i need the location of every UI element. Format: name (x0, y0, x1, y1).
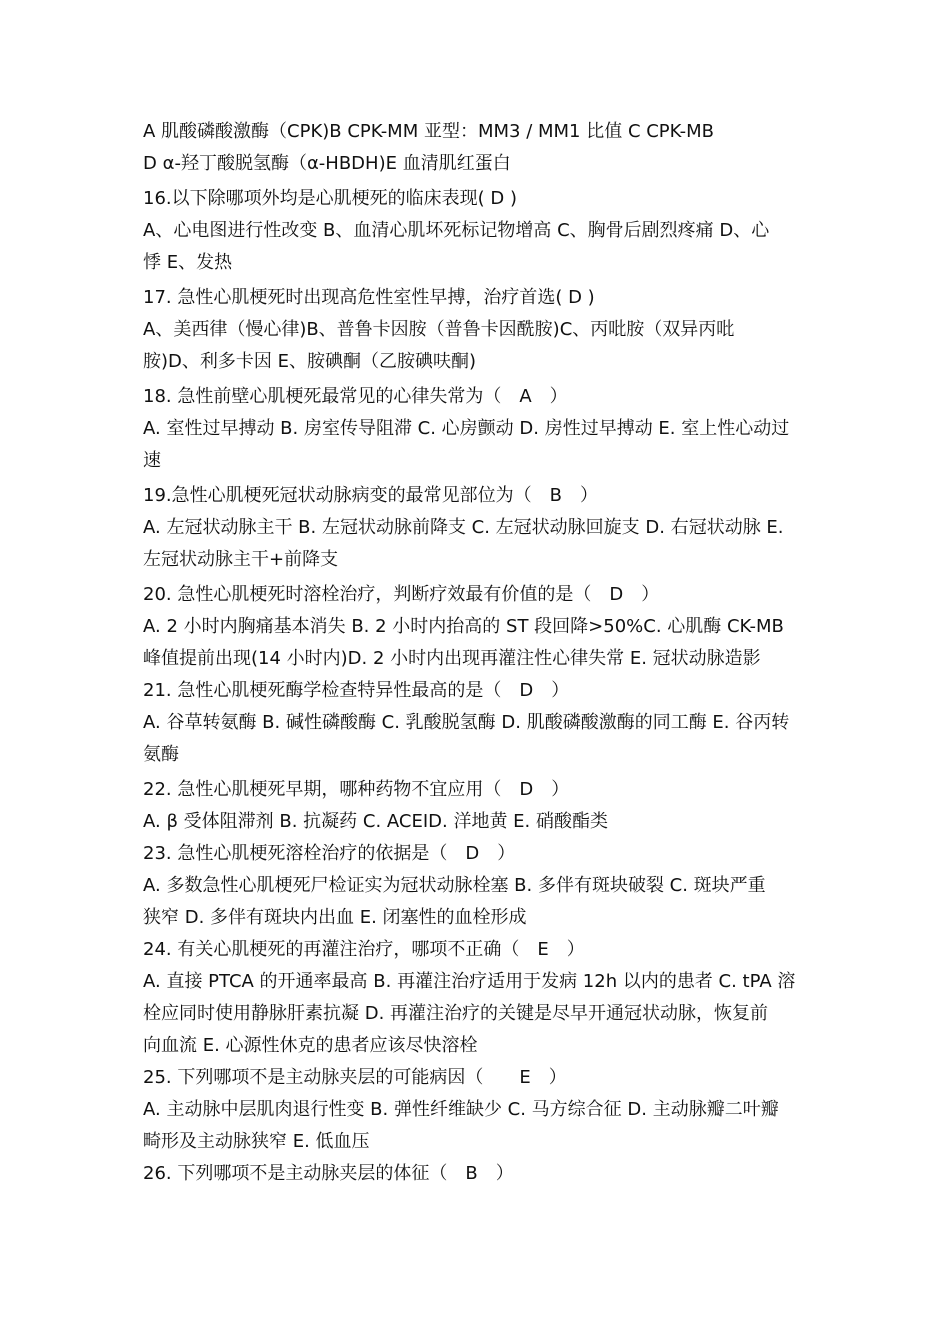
text-line: 氨酶 (143, 744, 179, 765)
text-line: 畸形及主动脉狭窄 E. 低血压 (143, 1131, 370, 1152)
question-heading: 18. 急性前壁心肌梗死最常见的心律失常为（ A ） (143, 386, 568, 407)
text-line: A. 多数急性心肌梗死尸检证实为冠状动脉栓塞 B. 多伴有斑块破裂 C. 斑块严重 (143, 875, 766, 896)
text-line: 左冠状动脉主干+前降支 (143, 549, 339, 570)
text-line: A. 谷草转氨酶 B. 碱性磷酸酶 C. 乳酸脱氢酶 D. 肌酸磷酸激酶的同工酶 E. 谷丙转 (143, 712, 790, 733)
question-heading: 26. 下列哪项不是主动脉夹层的体征（ B ） (143, 1163, 514, 1184)
text-line: 狭窄 D. 多伴有斑块内出血 E. 闭塞性的血栓形成 (143, 907, 527, 928)
text-line: D α-羟丁酸脱氢酶（α-HBDH)E 血清肌红蛋白 (143, 153, 511, 174)
question-heading: 16.以下除哪项外均是心肌梗死的临床表现( D ) (143, 188, 517, 209)
document-page (143, 116, 815, 1190)
question-heading: 24. 有关心肌梗死的再灌注治疗，哪项不正确（ E ） (143, 939, 585, 960)
text-line: 峰值提前出现(14 小时内)D. 2 小时内出现再灌注性心律失常 E. 冠状动脉造影 (143, 648, 761, 669)
text-line: A. 直接 PTCA 的开通率最高 B. 再灌注治疗适用于发病 12h 以内的患者 C. tPA 溶 (143, 971, 796, 992)
question-heading: 20. 急性心肌梗死时溶栓治疗，判断疗效最有价值的是（ D ） (143, 584, 660, 605)
question-heading: 25. 下列哪项不是主动脉夹层的可能病因（ E ） (143, 1067, 567, 1088)
text-line: 速 (143, 450, 161, 471)
text-line: 向血流 E. 心源性休克的患者应该尽快溶栓 (143, 1035, 478, 1056)
text-line: A、美西律（慢心律)B、普鲁卡因胺（普鲁卡因酰胺)C、丙吡胺（双异丙吡 (143, 319, 735, 340)
question-heading: 17. 急性心肌梗死时出现高危性室性早搏，治疗首选( D ) (143, 287, 595, 308)
question-heading: 19.急性心肌梗死冠状动脉病变的最常见部位为（ B ） (143, 485, 598, 506)
text-line: 悸 E、发热 (143, 252, 233, 273)
text-line: A. 2 小时内胸痛基本消失 B. 2 小时内抬高的 ST 段回降>50%C. 心肌酶 CK-MB (143, 616, 784, 637)
text-line: A. 左冠状动脉主干 B. 左冠状动脉前降支 C. 左冠状动脉回旋支 D. 右冠状动脉 E. (143, 517, 784, 538)
text-line: A. 主动脉中层肌肉退行性变 B. 弹性纤维缺少 C. 马方综合征 D. 主动脉瓣二叶瓣 (143, 1099, 779, 1120)
text-line: 栓应同时使用静脉肝素抗凝 D. 再灌注治疗的关键是尽早开通冠状动脉，恢复前 (143, 1003, 769, 1024)
text-line: 胺)D、利多卡因 E、胺碘酮（乙胺碘呋酮) (143, 351, 476, 372)
text-line: A 肌酸磷酸激酶（CPK)B CPK-MM 亚型：MM3 / MM1 比值 C CPK-MB (143, 121, 714, 142)
text-line: A. β 受体阻滞剂 B. 抗凝药 C. ACEID. 洋地黄 E. 硝酸酯类 (143, 811, 608, 832)
question-heading: 23. 急性心肌梗死溶栓治疗的依据是（ D ） (143, 843, 516, 864)
text-line: A. 室性过早搏动 B. 房室传导阻滞 C. 心房颤动 D. 房性过早搏动 E. 室上性心动过 (143, 418, 790, 439)
question-heading: 21. 急性心肌梗死酶学检查特异性最高的是（ D ） (143, 680, 570, 701)
text-line: A、心电图进行性改变 B、血清心肌坏死标记物增高 C、胸骨后剧烈疼痛 D、心 (143, 220, 770, 241)
question-heading: 22. 急性心肌梗死早期，哪种药物不宜应用（ D ） (143, 779, 570, 800)
